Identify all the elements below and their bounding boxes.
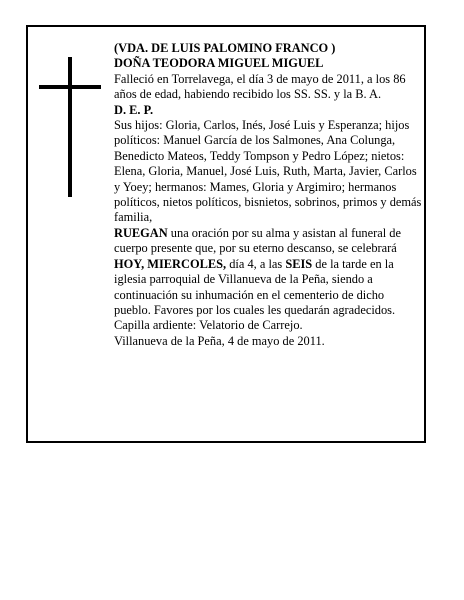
- dep-line: D. E. P.: [114, 102, 154, 117]
- cross-horizontal-bar: [39, 85, 101, 89]
- cross-vertical-bar: [68, 57, 72, 197]
- place-date: Villanueva de la Peña, 4 de mayo de 2011.: [114, 333, 325, 348]
- funeral-text-3: de la tarde en la iglesia parroquial de Villanueva de la Peña, siendo a continuación su inhumación en el cementerio de dicho pueblo. Favores por los cuales les quedarán agradecidos. Capilla ardiente: Velatorio de Carrejo.: [114, 256, 396, 333]
- funeral-text-2: día 4, a las: [226, 256, 286, 271]
- death-info: Falleció en Torrelavega, el día 3 de mayo de 2011, a los 86 años de edad, habiendo recibido los SS. SS. y la B. A.: [114, 71, 406, 102]
- funeral-request: [114, 226, 422, 334]
- funeral-text-1: una oración por su alma y asistan al funeral de cuerpo presente que, por su eterno descanso, se celebrará: [114, 225, 401, 256]
- widow-line: (VDA. DE LUIS PALOMINO FRANCO ): [114, 41, 336, 55]
- ruegan-word: RUEGAN: [114, 225, 168, 240]
- notice-text: [114, 41, 422, 349]
- obituary-notice: [26, 25, 426, 443]
- funeral-hour: SEIS: [285, 256, 313, 271]
- funeral-day: HOY, MIERCOLES,: [114, 256, 227, 271]
- deceased-name: DOÑA TEODORA MIGUEL MIGUEL: [114, 56, 324, 71]
- family-list: Sus hijos: Gloria, Carlos, Inés, José Luis y Esperanza; hijos políticos: Manuel García de los Salmones, Ana Colunga, Benedicto Mateos, Teddy Tompson y Pedro López; nietos: Elena, Gloria, Manuel, José Luis, Ruth, Marta, Javier, Carlos y Yoey; hermanos: Mames, Gloria y Argimiro; hermanos políticos, nietos políticos, bisnietos, sobrinos, primos y demás familia,: [114, 118, 422, 225]
